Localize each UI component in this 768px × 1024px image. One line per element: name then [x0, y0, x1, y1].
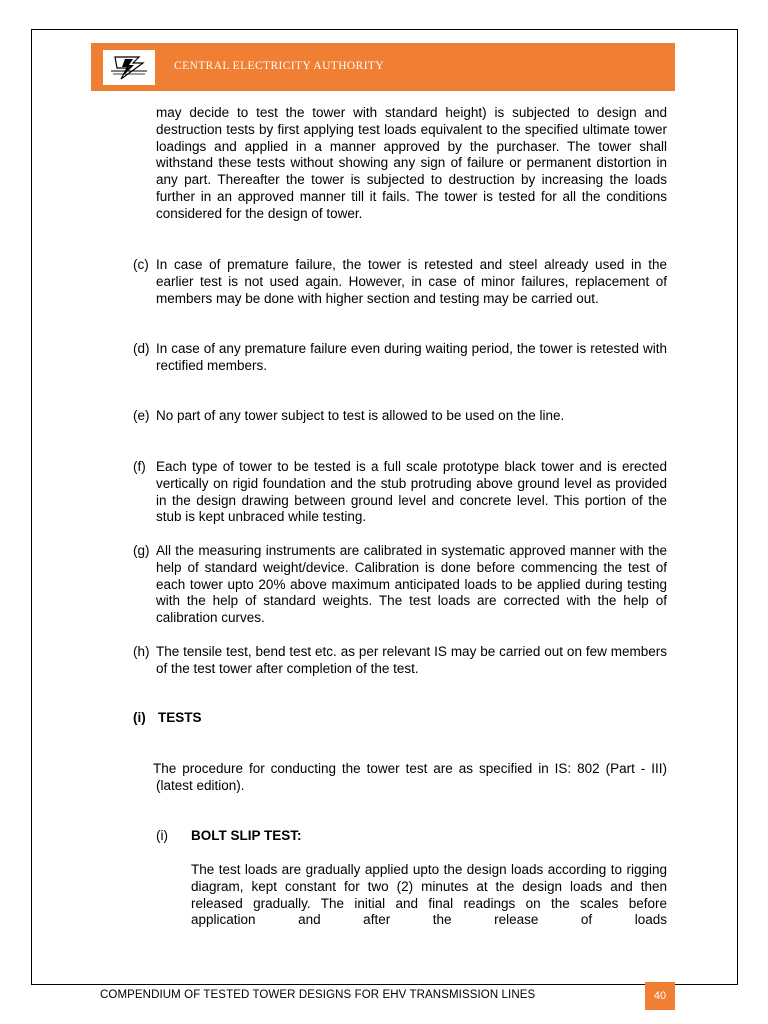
- tests-paragraph: The procedure for conducting the tower test are as specified in IS: 802 (Part - III) (latest edition).: [153, 761, 667, 793]
- bolt-slip-paragraph: The test loads are gradually applied upto the design loads according to rigging diagram, kept constant for two (2) minutes at the design loads and then released gradually. The initial and final readings on the scales before application and after the release of loads: [191, 862, 667, 928]
- item-d-text: In case of any premature failure even during waiting period, the tower is retested with rectified members.: [156, 341, 667, 373]
- bolt-slip-label: (i): [156, 828, 168, 843]
- item-c-text: In case of premature failure, the tower is retested and steel already used in the earlier test is not used again. However, in case of minor failures, replacement of members may be done with higher section and testing may be carried out.: [156, 257, 667, 306]
- intro-paragraph: may decide to test the tower with standard height) is subjected to design and destruction tests by first applying test loads equivalent to the specified ultimate tower loadings and applied in a manner approved by the purchaser. The tower shall withstand these tests without showing any sign of failure or permanent distortion in any part. Thereafter the tower is subjected to destruction by increasing the loads further in an approved manner till it fails. The tower is tested for all the conditions considered for the design of tower.: [156, 105, 667, 221]
- item-e-label: (e): [133, 408, 150, 423]
- item-f-label: (f): [133, 459, 146, 474]
- footer-title: COMPENDIUM OF TESTED TOWER DESIGNS FOR EHV TRANSMISSION LINES: [100, 989, 536, 1001]
- item-g-text: All the measuring instruments are calibrated in systematic approved manner with the help of standard weight/device. Calibration is done before commencing the test of each tower upto 20% above maximum anticipated loads to be applied during testing with the help of standard weights. The test loads are corrected with the help of calibration curves.: [156, 543, 667, 626]
- item-h-text: The tensile test, bend test etc. as per relevant IS may be carried out on few members of the test tower after completion of the test.: [156, 644, 667, 676]
- item-h-label: (h): [133, 644, 150, 659]
- item-c-label: (c): [133, 257, 149, 272]
- cea-logo: [103, 50, 155, 85]
- tests-heading: TESTS: [158, 710, 202, 725]
- bolt-slip-heading: BOLT SLIP TEST:: [191, 828, 302, 843]
- header-title: CENTRAL ELECTRICITY AUTHORITY: [174, 60, 385, 72]
- tests-label: (i): [133, 710, 146, 725]
- item-d-label: (d): [133, 341, 150, 356]
- page-number: 40: [645, 982, 675, 1010]
- lightning-logo-icon: [103, 50, 155, 85]
- item-e-text: No part of any tower subject to test is allowed to be used on the line.: [156, 408, 565, 423]
- item-f-text: Each type of tower to be tested is a full scale prototype black tower and is erected vertically on rigid foundation and the stub protruding above ground level as provided in the design drawing between ground level and concrete level. This portion of the stub is kept unbraced while testing.: [156, 459, 667, 525]
- item-g-label: (g): [133, 543, 150, 558]
